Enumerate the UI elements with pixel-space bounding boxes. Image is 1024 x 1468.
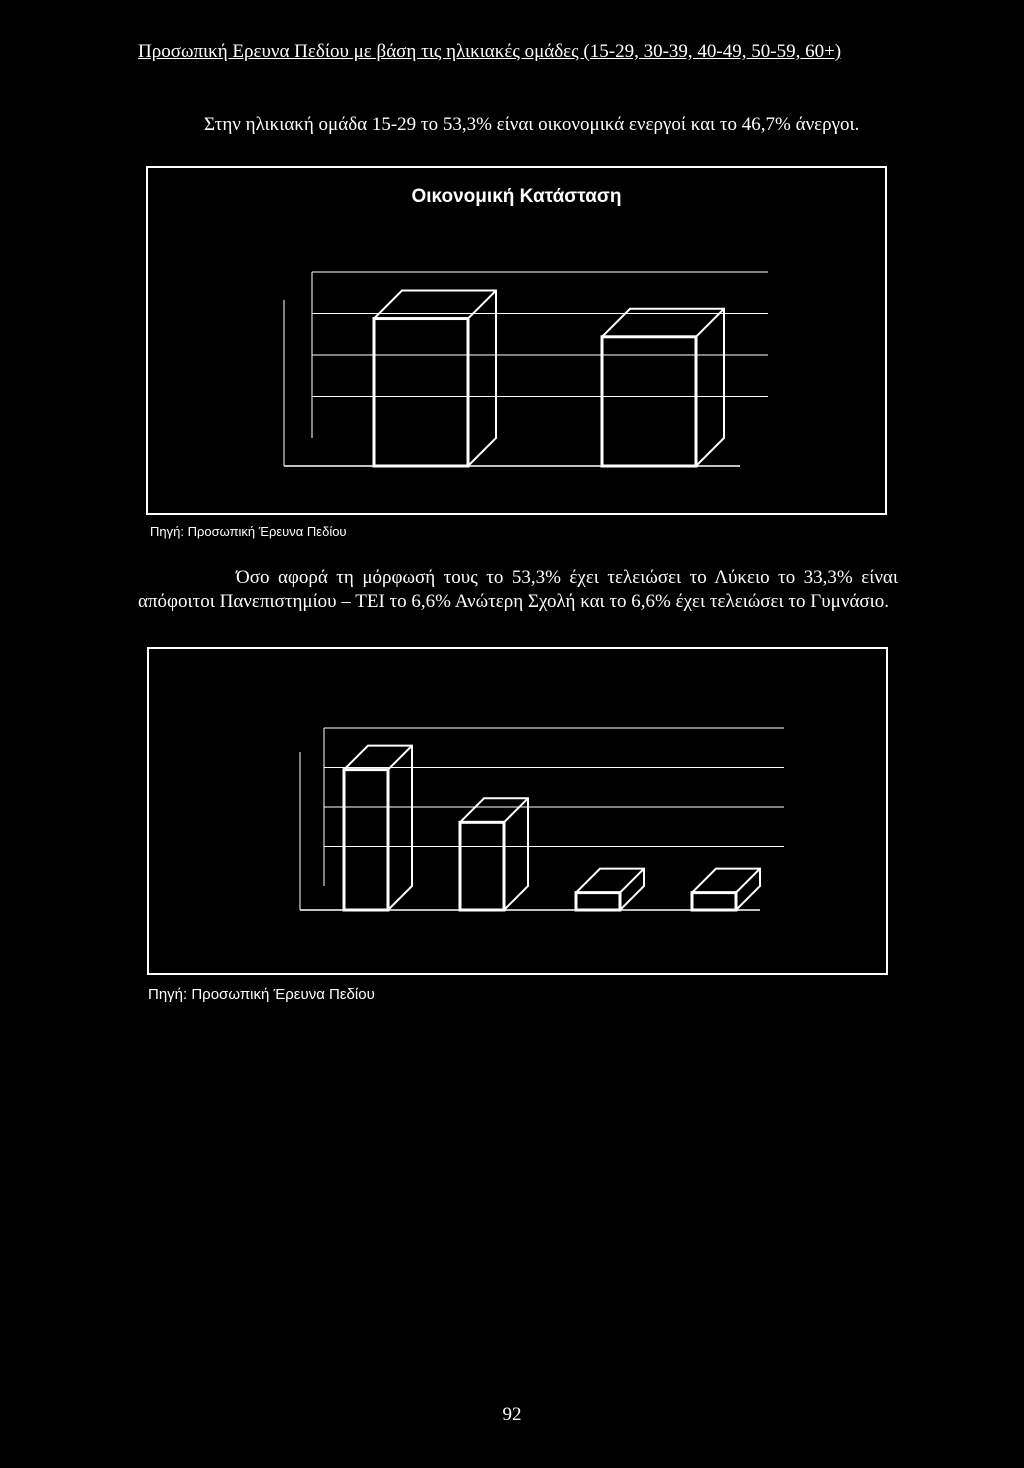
- bar-depth: [576, 869, 644, 910]
- source-note-1: Πηγή: Προσωπική Έρευνα Πεδίου: [150, 524, 347, 539]
- bar: [344, 746, 412, 910]
- bar-edge: [504, 798, 528, 822]
- bar-front: [460, 822, 504, 910]
- bar: [460, 798, 528, 910]
- bar: [692, 869, 760, 910]
- bar-depth: [460, 798, 528, 910]
- bar-front: [692, 893, 736, 910]
- section-heading: Προσωπική Ερευνα Πεδίου με βάση τις ηλικιακές ομάδες (15-29, 30-39, 40-49, 50-59, 60+): [138, 41, 842, 62]
- source-note-2: Πηγή: Προσωπική Έρευνα Πεδίου: [148, 986, 375, 1003]
- bar: [576, 869, 644, 910]
- bar-front: [576, 893, 620, 910]
- bar-depth: [692, 869, 760, 910]
- page-number: 92: [502, 1404, 522, 1425]
- bar-front: [344, 770, 388, 910]
- paragraph-economic-status: Στην ηλικιακή ομάδα 15-29 το 53,3% είναι οικονομικά ενεργοί και το 46,7% άνεργοι.: [204, 114, 860, 135]
- bar-edge: [388, 746, 412, 770]
- paragraph-education: Όσο αφορά τη μόρφωσή τους το 53,3% έχει τελειώσει το Λύκειο το 33,3% είναι απόφοιτοι Πανεπιστημίου – ΤΕΙ το 6,6% Ανώτερη Σχολή και το 6,6% έχει τελειώσει το Γυμνάσιο.: [138, 567, 898, 612]
- chart-title: Οικονομική Κατάσταση: [411, 186, 622, 207]
